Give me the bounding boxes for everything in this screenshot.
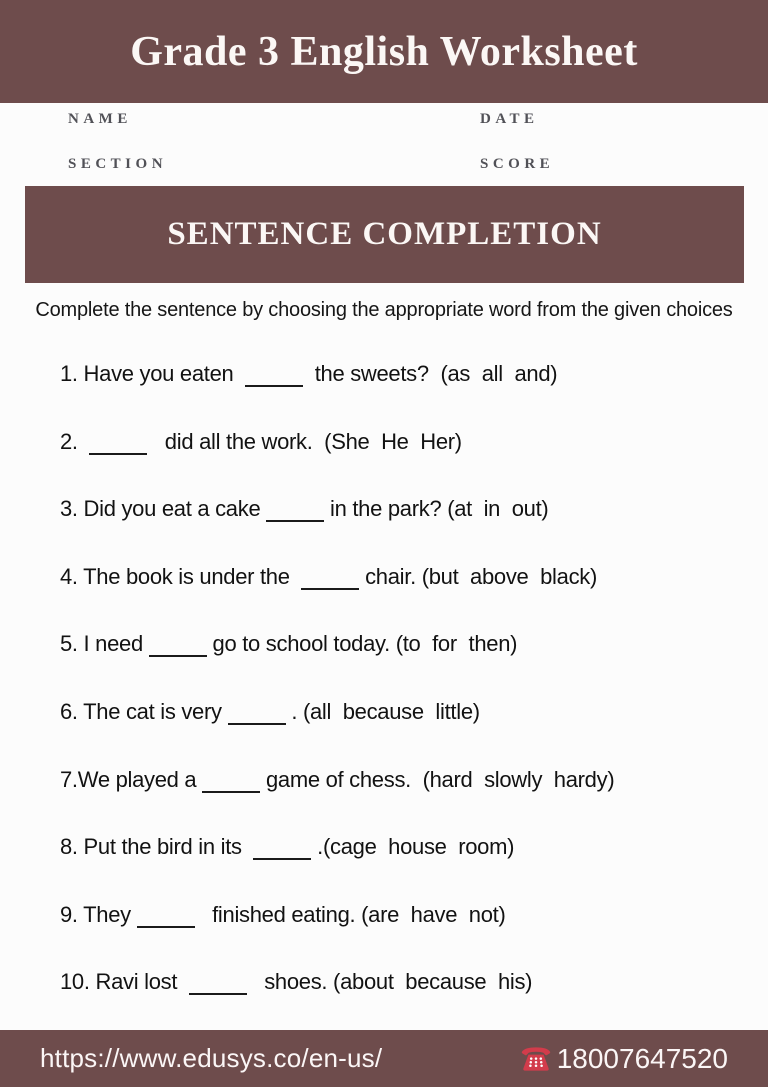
question-item [60, 475, 740, 543]
question-item [60, 678, 740, 746]
worksheet-header [0, 0, 768, 103]
question-text-pre: 2. [60, 428, 90, 454]
answer-blank[interactable] [189, 993, 247, 995]
answer-blank[interactable] [137, 926, 195, 928]
date-label: DATE [480, 111, 539, 127]
question-text-post: the sweets? (as all and) [303, 361, 558, 386]
answer-blank[interactable] [228, 723, 286, 725]
question-text-post: . (all because little) [285, 698, 480, 724]
question-text-post: in the park? (at in out) [324, 496, 549, 522]
question-list [60, 340, 740, 1016]
question-item [60, 746, 740, 814]
answer-blank[interactable] [301, 588, 359, 590]
question-text-post: finished eating. (are have not) [194, 901, 506, 927]
question-text-pre: 7.We played a [60, 766, 203, 792]
question-item [60, 543, 740, 611]
answer-blank[interactable] [245, 385, 303, 387]
telephone-icon [519, 1044, 553, 1074]
question-text-post: go to school today. (to for then) [206, 631, 518, 657]
footer-phone [519, 1043, 728, 1075]
footer-url-link[interactable]: https://www.edusys.co/en-us/ [40, 1043, 383, 1073]
question-text-pre: 1. Have you eaten [60, 361, 246, 386]
page-title: Grade 3 English Worksheet [130, 28, 638, 75]
question-text-pre: 9. They [60, 901, 137, 927]
score-label: SCORE [480, 156, 555, 172]
question-item [60, 408, 740, 476]
name-label: NAME [68, 111, 132, 127]
question-text-post: game of chess. (hard slowly hardy) [260, 766, 615, 792]
question-text-pre: 3. Did you eat a cake [60, 496, 267, 522]
answer-blank[interactable] [149, 655, 207, 657]
question-item [60, 881, 740, 949]
answer-blank[interactable] [253, 858, 311, 860]
section-banner [25, 186, 744, 283]
question-text-pre: 10. Ravi lost [60, 969, 189, 995]
question-item [60, 340, 740, 408]
instructions-text: Complete the sentence by choosing the appropriate word from the given choices [35, 299, 733, 321]
question-item [60, 948, 740, 1016]
section-title: SENTENCE COMPLETION [167, 216, 602, 252]
question-text-post: shoes. (about because his) [246, 969, 533, 995]
question-text-post: .(cage house room) [311, 834, 515, 860]
question-text-pre: 4. The book is under the [60, 563, 302, 589]
answer-blank[interactable] [89, 453, 147, 455]
question-text-pre: 8. Put the bird in its [60, 834, 254, 860]
question-text-pre: 5. I need [60, 631, 149, 657]
section-label: SECTION [68, 156, 168, 172]
footer-phone-number: 18007647520 [556, 1042, 728, 1074]
footer-bar [0, 1030, 768, 1087]
question-text-post: did all the work. (She He Her) [147, 428, 462, 454]
answer-blank[interactable] [202, 791, 260, 793]
question-item [60, 610, 740, 678]
question-text-pre: 6. The cat is very [60, 698, 228, 724]
answer-blank[interactable] [266, 520, 324, 522]
question-item [60, 813, 740, 881]
question-text-post: chair. (but above black) [359, 563, 597, 589]
